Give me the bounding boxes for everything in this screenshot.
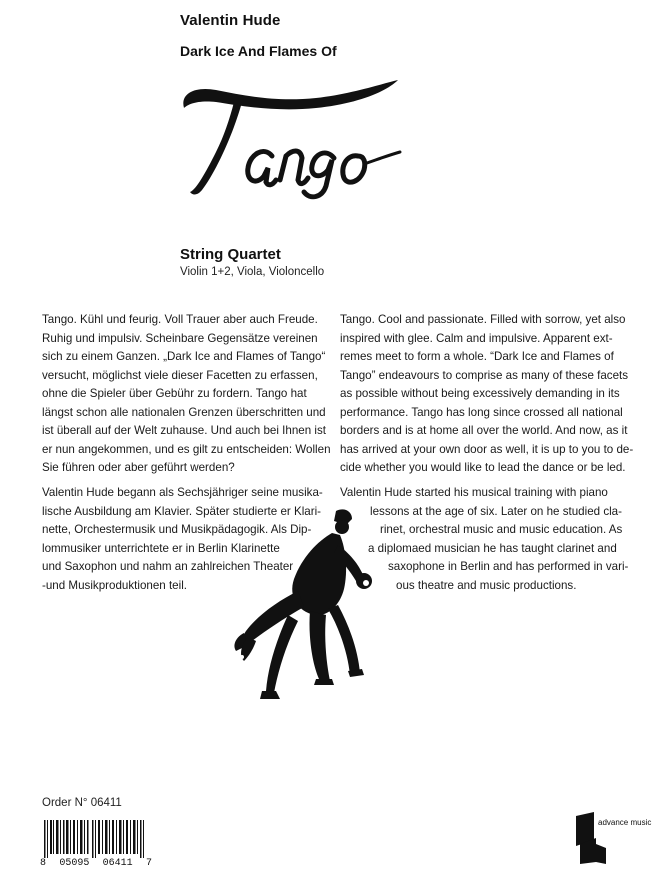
text-line: inspired with glee. Calm and impulsive. Apparent ext-	[340, 331, 613, 345]
title-subtitle: Dark Ice And Flames Of	[180, 43, 337, 59]
text-line: längst schon alle nationalen Grenzen überschritten und	[42, 405, 326, 419]
text-line: nette, Orchestermusik und Musikpädagogik. Als Dip-	[42, 523, 312, 536]
text-line: performance. Tango has long since crossed all national	[340, 405, 623, 419]
text-line: lische Ausbildung am Klavier. Später studierte er Klari-	[42, 504, 322, 518]
barcode	[40, 820, 154, 858]
text-line: versucht, möglichst viele dieser Facetten zu erfassen,	[42, 368, 318, 382]
tango-logo	[176, 72, 436, 202]
text-line: Valentin Hude started his musical training with piano	[340, 486, 608, 499]
text-line: Tango. Kühl und feurig. Voll Trauer aber auch Freude.	[42, 313, 318, 326]
genre-heading: String Quartet	[180, 246, 281, 263]
barcode-digit-group: 7	[145, 858, 152, 869]
text-line: borders and is at home all over the world. And now, as it	[340, 424, 628, 437]
text-line: Tango. Cool and passionate. Filled with sorrow, yet also	[340, 313, 626, 326]
barcode-digit-group: 8	[40, 858, 47, 869]
text-line: ohne die Spieler über Gebühr zu fordern. Tango hat	[42, 387, 307, 400]
german-intro-paragraph	[42, 311, 331, 478]
text-line: er nun angekommen, und es gilt zu entscheiden: Wollen	[42, 442, 331, 456]
text-line: Sie führen oder aber geführt werden?	[42, 461, 235, 474]
text-line: Tango” endeavours to comprise as many of these facets	[340, 368, 629, 382]
text-line: -und Musikproduktionen teil.	[42, 578, 188, 592]
text-line: und Saxophon und nahm an zahlreichen Theater	[42, 560, 294, 573]
text-line: rinet, orchestral music and music education. As	[380, 523, 623, 536]
publisher-name: advance music	[598, 818, 652, 827]
order-number: Order N° 06411	[42, 797, 122, 809]
text-line: ous theatre and music productions.	[396, 578, 577, 592]
tango-dancers-illustration	[228, 505, 378, 705]
text-line: cide whether you would like to lead the dance or be led.	[340, 461, 626, 474]
barcode-digit-group: 05095	[59, 858, 90, 869]
english-bio-paragraph	[340, 484, 629, 595]
instrumentation: Violin 1+2, Viola, Violoncello	[180, 266, 325, 278]
text-line: lessons at the age of six. Later on he studied cla-	[370, 504, 622, 518]
barcode-digits	[40, 858, 152, 869]
text-line: has arrived at your own door as well, it is up to you to de-	[340, 442, 634, 456]
text-line: saxophone in Berlin and has performed in vari-	[388, 560, 629, 573]
text-line: Valentin Hude begann als Sechsjähriger seine musika-	[42, 486, 323, 499]
text-line: as possible without being excessively demanding in its	[340, 387, 620, 400]
text-line: ist überall auf der Welt zuhause. Und auch bei Ihnen ist	[42, 424, 327, 437]
text-line: Ruhig und impulsiv. Scheinbare Gegensätze vereinen	[42, 331, 318, 345]
text-line: lommusiker unterrichtete er in Berlin Klarinette	[42, 541, 280, 555]
text-line: remes meet to form a whole. “Dark Ice and Flames of	[340, 350, 614, 363]
composer-name: Valentin Hude	[180, 12, 281, 29]
text-line: a diplomaed musician he has taught clarinet and	[368, 541, 617, 555]
english-intro-paragraph	[340, 311, 634, 478]
text-line: sich zu einem Ganzen. „Dark Ice and Flames of Tango“	[42, 350, 326, 363]
barcode-digit-group: 06411	[102, 858, 133, 869]
